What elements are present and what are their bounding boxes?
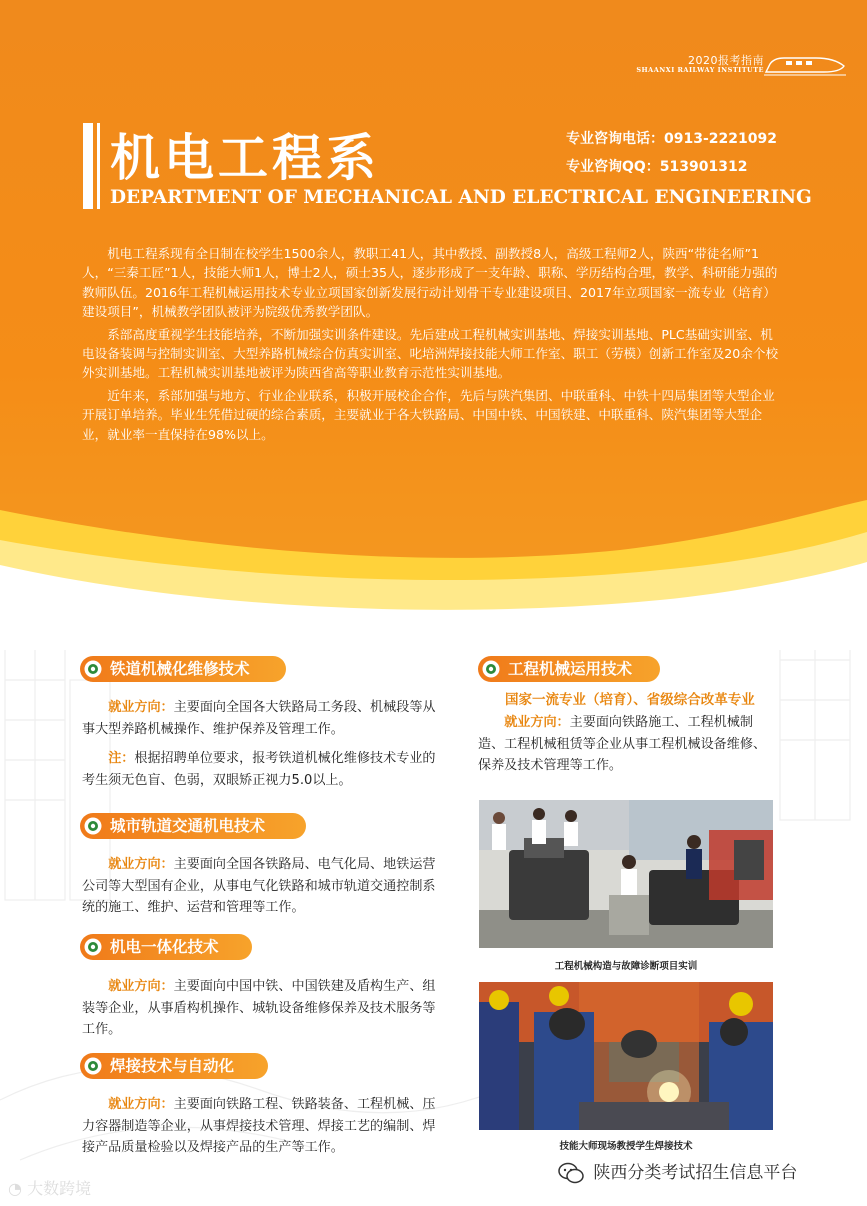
section-header-railway [80, 656, 286, 682]
wechat-icon [558, 1162, 584, 1184]
watermark-logo-icon: ◔ [8, 1179, 22, 1198]
section-body-welding [82, 1094, 448, 1159]
contact-phone: 专业咨询电话：0913-2221092 [566, 131, 777, 147]
section-header-welding [80, 1053, 268, 1079]
section-header-urban [80, 813, 306, 839]
train-icon [764, 50, 846, 78]
employment-label: 就业方向： [504, 715, 570, 730]
employment-text: 主要面向中国中铁、中国铁建及盾构生产、组装等企业，从事盾构机操作、城轨设备维修保养及技术服务等工作。 [82, 979, 436, 1037]
section-title: 机电一体化技术 [110, 938, 219, 956]
note-text: 根据招聘单位要求，报考铁道机械化维修技术专业的考生须无色盲、色弱，双眼矫正视力5.0以上。 [82, 751, 436, 788]
employment-text: 主要面向全国各铁路局、电气化局、地铁运营公司等大型国有企业，从事电气化铁路和城市轨道交通控制系统的施工、维护、运营和管理等工作。 [82, 857, 436, 915]
section-title: 焊接技术与自动化 [110, 1057, 235, 1075]
page-title-english: DEPARTMENT OF MECHANICAL AND ELECTRICAL ENGINEERING [110, 187, 812, 208]
employment-label: 就业方向： [108, 979, 174, 994]
employment-label: 就业方向： [108, 1097, 174, 1112]
section-body-urban [82, 854, 448, 919]
photo-caption-2: 技能大师现场教授学生焊接技术 [559, 1141, 693, 1152]
employment-text: 主要面向铁路工程、铁路装备、工程机械、压力容器制造等企业，从事焊接技术管理、焊接工艺的编制、焊接产品质量检验以及焊接产品的生产等工作。 [82, 1097, 436, 1155]
page-title: 机电工程系 [110, 129, 380, 187]
section-title: 工程机械运用技术 [508, 660, 633, 678]
employment-text: 主要面向全国各大铁路局工务段、机械段等从事大型养路机械操作、维护保养及管理工作。 [82, 700, 436, 737]
section-title: 铁道机械化维修技术 [110, 660, 250, 678]
section-title: 城市轨道交通机电技术 [110, 817, 266, 835]
title-accent-bar [83, 123, 93, 209]
eye-icon [84, 1057, 102, 1075]
machinery-training-image [479, 800, 773, 948]
watermark-right-text: 陕西分类考试招生信息平台 [593, 1163, 798, 1183]
logo-year-text: 2020报考指南 [688, 54, 764, 67]
eye-icon [482, 660, 500, 678]
eye-icon [84, 660, 102, 678]
contact-qq: 专业咨询QQ：513901312 [566, 159, 748, 175]
employment-label: 就业方向： [108, 857, 174, 872]
logo-school-text: SHAANXI RAILWAY INSTITUTE [636, 66, 764, 74]
section-header-mechatronics [80, 934, 252, 960]
title-accent-bar-thin [97, 123, 100, 209]
eye-icon [84, 938, 102, 956]
section-body-mechatronics [82, 976, 448, 1041]
intro-paragraph: 近年来，系部加强与地方、行业企业联系，积极开展校企合作，先后与陕汽集团、中联重科、中铁十四局集团等大型企业开展订单培养。毕业生凭借过硬的综合素质，主要就业于各大铁路局、中国中铁、中国铁建、中联重科、陕汽集团等大型企业，就业率一直保持在98%以上。 [82, 387, 775, 442]
note-label: 注： [108, 751, 135, 766]
watermark-right [558, 1158, 797, 1184]
eye-icon [84, 817, 102, 835]
welding-teaching-image [479, 982, 773, 1130]
employment-label: 就业方向： [108, 700, 174, 715]
section-body-railway [82, 697, 448, 791]
wave-decoration [0, 470, 867, 650]
photo-welding-teaching [479, 982, 773, 1130]
school-logo [610, 44, 850, 84]
employment-text: 主要面向铁路施工、工程机械制造、工程机械租赁等企业从事工程机械设备维修、保养及技术管理等工作。 [478, 715, 767, 773]
watermark-left [8, 1176, 91, 1199]
section-header-construction [478, 656, 660, 682]
section-body-construction [478, 712, 778, 777]
photo-caption-1: 工程机械构造与故障诊断项目实训 [554, 961, 698, 972]
intro-paragraph: 机电工程系现有全日制在校学生1500余人，教职工41人，其中教授、副教授8人，高级工程师2人，陕西“带徒名师”1人，“三秦工匠”1人，技能大师1人，博士2人，硕士35人，逐步形成了一支年龄、职称、学历结构合理，教学、科研能力强的教师队伍。2016年工程机械运用技术专业立项国家创新发展行动计划骨干专业建设项目、2017年立项国家一流专业（培育）建设项目”，机械教学团队被评为院级优秀教学团队。 [82, 246, 778, 320]
photo-machinery-training [479, 800, 773, 948]
watermark-left-text: 大数跨境 [27, 1179, 92, 1198]
intro-paragraph: 系部高度重视学生技能培养，不断加强实训条件建设。先后建成工程机械实训基地、焊接实训基地、PLC基础实训室、机电设备装调与控制实训室、大型养路机械综合仿真实训室、叱培洲焊接技能大师工作室、职工（劳模）创新工作室及20余个校外实训基地。工程机械实训基地被评为陕西省高等职业教育示范性实训基地。 [82, 326, 779, 381]
department-intro [82, 244, 782, 447]
section-subtitle: 国家一流专业（培育）、省级综合改革专业 [505, 692, 755, 708]
